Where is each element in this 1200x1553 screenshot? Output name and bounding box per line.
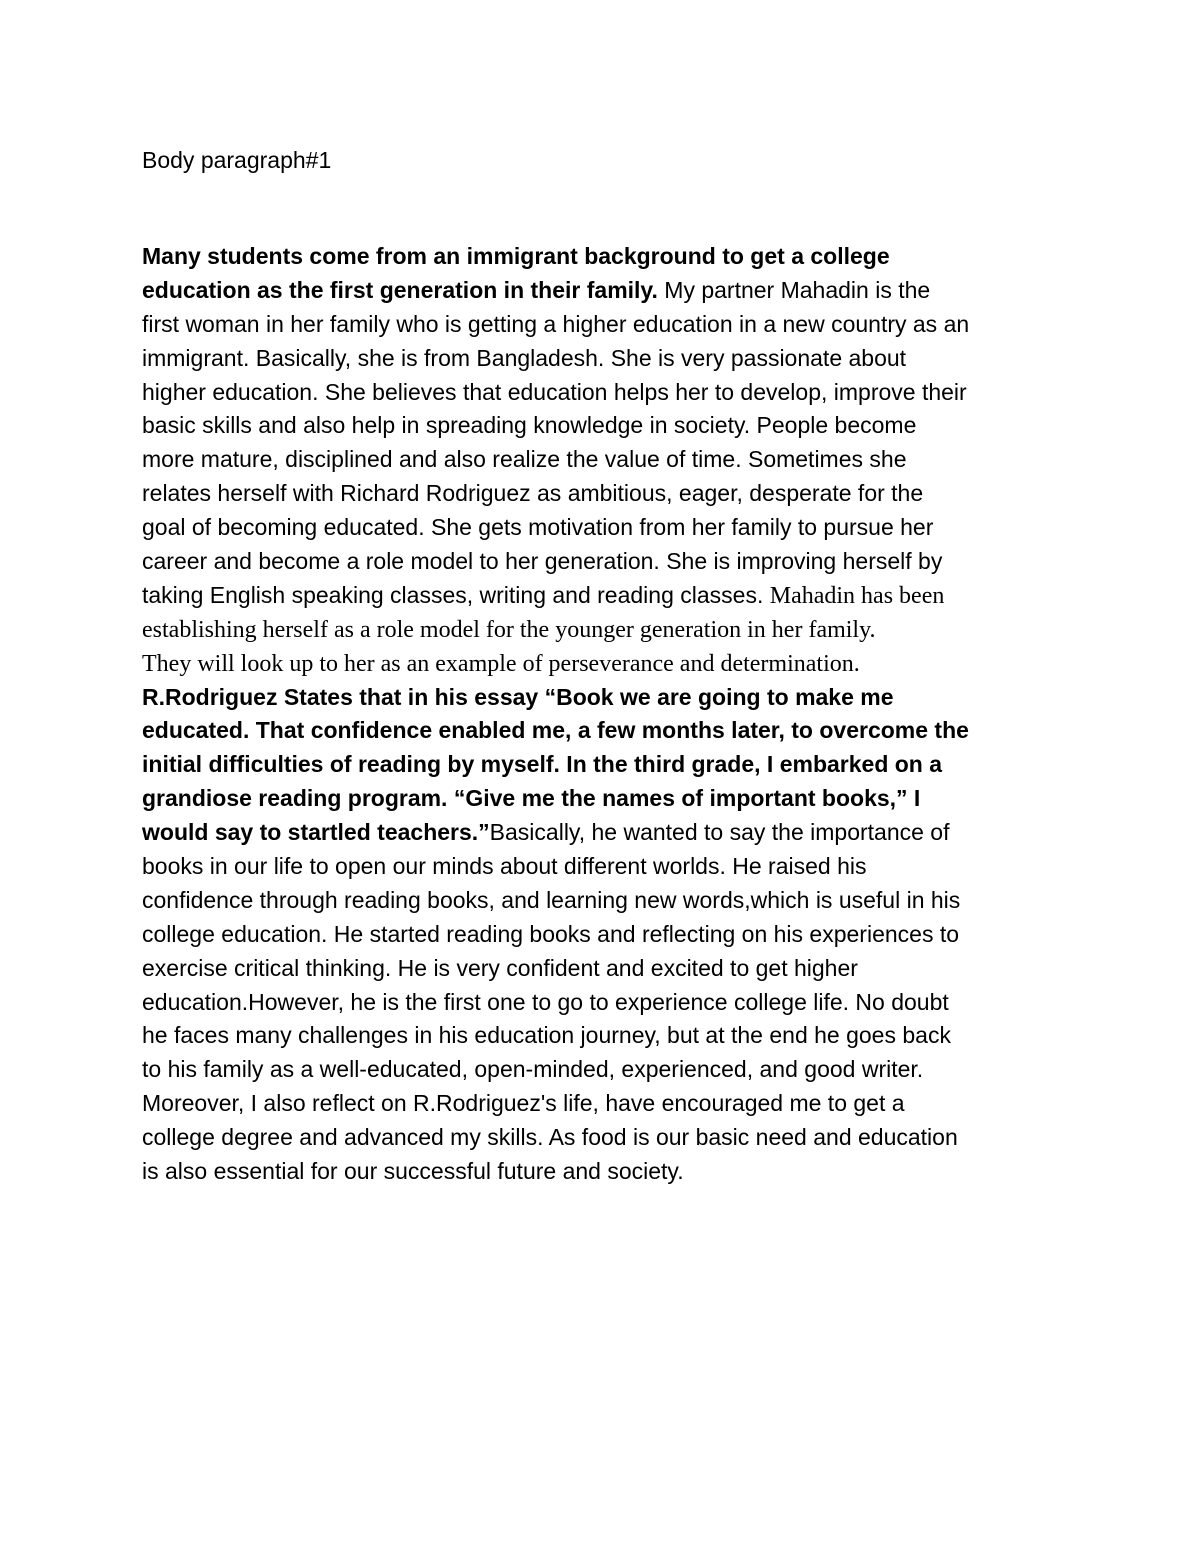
text-segment: Many students come from an immigrant background to get a college [142,243,890,269]
paragraph-line [142,443,1072,477]
text-segment: initial difficulties of reading by myself. In the third grade, I embarked on a [142,751,943,778]
paragraph-line [142,1053,1072,1087]
paragraph-line [142,1019,1072,1053]
text-segment: R.Rodriguez States that in his essay “Book we are going to make me [142,683,894,710]
body-paragraph [142,240,1072,1189]
text-segment: education.However, he is the first one to go to experience college life. No doubt [142,988,949,1015]
paragraph-line [142,342,1072,376]
text-segment: he faces many challenges in his education journey, but at the end he goes back [142,1022,951,1049]
paragraph-line [142,477,1072,511]
paragraph-line [142,884,1072,918]
text-segment: Mahadin has been [769,582,945,609]
text-segment: educated. That confidence enabled me, a few months later, to overcome the [142,717,969,744]
paragraph-line [142,816,1072,850]
paragraph-line [142,579,1072,613]
paragraph-line [142,918,1072,952]
text-segment: relates herself with Richard Rodriguez as ambitious, eager, desperate for the [142,480,924,507]
paragraph-line [142,986,1072,1020]
text-segment: career and become a role model to her generation. She is improving herself by [142,548,943,575]
text-segment: books in our life to open our minds about different worlds. He raised his [142,853,867,880]
text-segment: My partner Mahadin is the [657,276,931,303]
text-segment: college education. He started reading books and reflecting on his experiences to [142,920,960,947]
text-segment: to his family as a well-educated, open-minded, experienced, and good writer. [142,1056,924,1083]
text-segment: immigrant. Basically, she is from Bangladesh. She is very passionate about [142,344,907,371]
paragraph-line [142,274,1072,308]
text-segment: Basically, he wanted to say the importance of [489,819,950,846]
paragraph-line [142,714,1072,748]
paragraph-line [142,308,1072,342]
text-segment: grandiose reading program. “Give me the names of important books,” I [142,785,921,812]
paragraph-line [142,511,1072,545]
paragraph-line [142,782,1072,816]
page-heading: Body paragraph#1 [142,147,332,173]
text-segment: first woman in her family who is getting a higher education in a new country as an [142,310,970,337]
paragraph-line [142,1155,1072,1189]
paragraph-line [142,647,1072,681]
text-segment: They will look up to her as an example of perseverance and determination. [142,650,860,677]
text-segment: goal of becoming educated. She gets motivation from her family to pursue her [142,514,934,541]
text-segment: college degree and advanced my skills. As food is our basic need and education [142,1124,958,1151]
paragraph-line [142,376,1072,410]
paragraph-line [142,952,1072,986]
text-segment: taking English speaking classes, writing and reading classes. [142,581,770,608]
paragraph-line [142,545,1072,579]
text-segment: would say to startled teachers.” [142,819,490,846]
paragraph-line [142,613,1072,647]
paragraph-line [142,240,1072,274]
text-segment: exercise critical thinking. He is very confident and excited to get higher [142,954,858,981]
text-segment: higher education. She believes that education helps her to develop, improve their [142,378,967,405]
text-segment: confidence through reading books, and learning new words,which is useful in his [142,886,961,913]
text-segment: more mature, disciplined and also realize the value of time. Sometimes she [142,446,907,473]
text-segment: education as the first generation in their family. [142,276,658,303]
text-segment: Moreover, I also reflect on R.Rodriguez's life, have encouraged me to get a [142,1090,905,1117]
text-segment: establishing herself as a role model for the younger generation in her family. [142,616,876,643]
paragraph-line [142,1087,1072,1121]
text-segment: is also essential for our successful future and society. [142,1158,684,1185]
paragraph-line [142,409,1072,443]
paragraph-line [142,850,1072,884]
text-segment: basic skills and also help in spreading knowledge in society. People become [142,412,917,439]
paragraph-line [142,1121,1072,1155]
paragraph-line [142,748,1072,782]
paragraph-line [142,681,1072,715]
